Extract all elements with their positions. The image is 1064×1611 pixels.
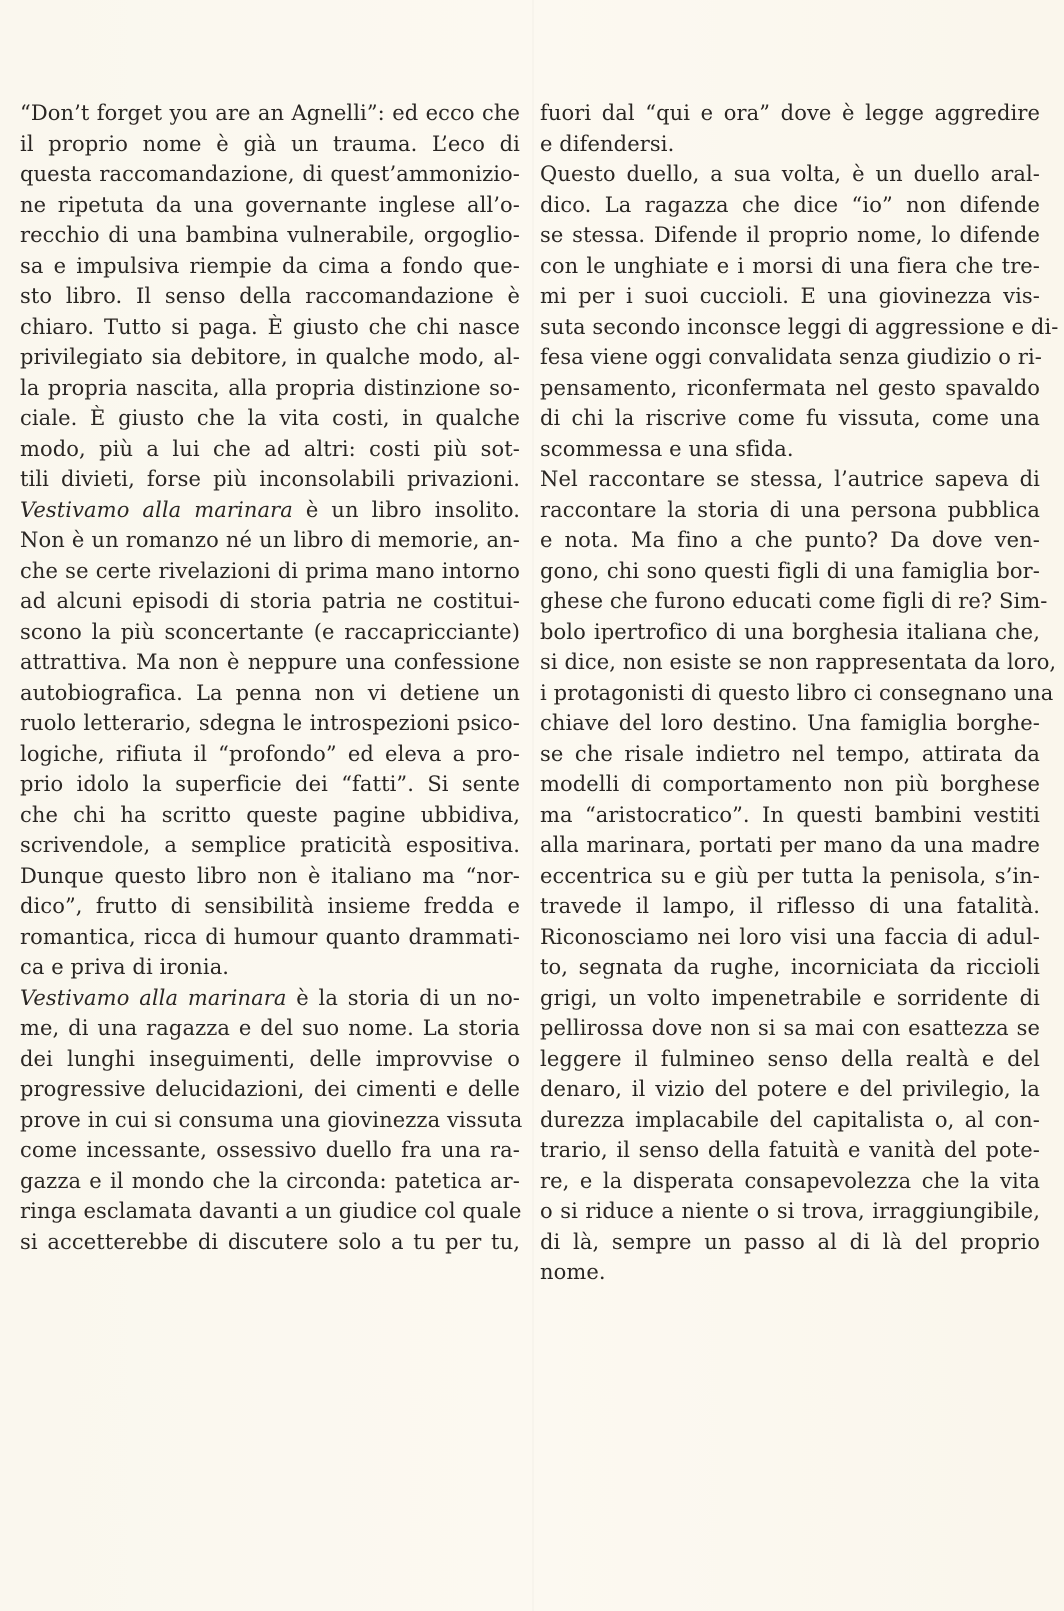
text-line: nome. bbox=[540, 1260, 606, 1284]
text-line: ad alcuni episodi di storia patria ne costitui- bbox=[20, 589, 520, 613]
paragraph-continued bbox=[540, 98, 1040, 159]
paragraph-5 bbox=[540, 464, 1057, 1288]
text-line: progressive delucidazioni, dei cimenti e delle bbox=[20, 1077, 520, 1101]
text-line: fesa viene oggi convalidata senza giudizio o ri- bbox=[540, 345, 1042, 369]
text-line: Non è un romanzo né un libro di memorie, an- bbox=[20, 528, 520, 552]
text-line: che se certe rivelazioni di prima mano intorno bbox=[20, 558, 520, 583]
text-line: me, di una ragazza e del suo nome. La storia bbox=[20, 1016, 520, 1040]
text-fragment: è la storia di un no- bbox=[286, 985, 521, 1010]
text-line: denaro, il vizio del potere e del privilegio, la bbox=[540, 1077, 1040, 1101]
text-line: dico”, frutto di sensibilità insieme fredda e bbox=[20, 894, 520, 918]
book-title: Vestivamo alla marinara bbox=[20, 497, 293, 522]
text-line: attrattiva. Ma non è neppure una confessione bbox=[20, 650, 520, 674]
text-line: bolo ipertrofico di una borghesia italiana che, bbox=[540, 619, 1040, 644]
text-line: chiave del loro destino. Una famiglia borghe- bbox=[540, 711, 1040, 735]
text-line: il proprio nome è già un trauma. L’eco di bbox=[20, 131, 520, 156]
paragraph-1 bbox=[20, 98, 520, 495]
text-line: romantica, ricca di humour quanto drammati- bbox=[20, 924, 520, 949]
text-line: ringa esclamata davanti a un giudice col quale bbox=[20, 1199, 522, 1223]
text-line: o si riduce a niente o si trova, irraggiungibile, bbox=[540, 1199, 1040, 1223]
text-line: e nota. Ma fino a che punto? Da dove ven- bbox=[540, 528, 1040, 552]
right-column bbox=[540, 98, 1059, 1288]
text-line: scrivendole, a semplice praticità espositiva. bbox=[20, 833, 520, 857]
text-line: e difendersi. bbox=[540, 131, 675, 156]
text-line: chiaro. Tutto si paga. È giusto che chi nasce bbox=[20, 314, 520, 339]
text-line: trario, il senso della fatuità e vanità del pote- bbox=[540, 1138, 1040, 1162]
text-line: gono, chi sono questi figli di una famiglia bor- bbox=[540, 558, 1040, 583]
text-line: pellirossa dove non si sa mai con esattezza se bbox=[540, 1016, 1040, 1040]
text-line: Questo duello, a sua volta, è un duello aral- bbox=[540, 162, 1040, 186]
text-line: i protagonisti di questo libro ci consegnano una bbox=[540, 680, 1054, 705]
text-line: privilegiato sia debitore, in qualche modo, al- bbox=[20, 345, 520, 369]
paragraph-2 bbox=[20, 495, 520, 983]
text-line: questa raccomandazione, di quest’ammonizio- bbox=[20, 162, 520, 186]
text-line: prio idolo la superficie dei “fatti”. Si sente bbox=[20, 772, 520, 796]
text-line: se stessa. Difende il proprio nome, lo difende bbox=[540, 223, 1040, 247]
text-line bbox=[20, 495, 520, 526]
text-line: ca e priva di ironia. bbox=[20, 955, 230, 979]
text-line: eccentrica su e giù per tutta la penisola, s’in- bbox=[540, 863, 1040, 888]
text-line: ma “aristocratico”. In questi bambini vestiti bbox=[540, 802, 1040, 827]
text-line: dico. La ragazza che dice “io” non difende bbox=[540, 192, 1040, 217]
text-line: logiche, rifiuta il “profondo” ed eleva a pro- bbox=[20, 741, 520, 766]
text-line: modelli di comportamento non più borghese bbox=[540, 772, 1040, 796]
text-line: con le unghiate e i morsi di una fiera che tre- bbox=[540, 253, 1040, 278]
text-line: che chi ha scritto queste pagine ubbidiva, bbox=[20, 802, 520, 827]
text-line: di là, sempre un passo al di là del proprio bbox=[540, 1229, 1040, 1254]
text-line: raccontare la storia di una persona pubblica bbox=[540, 497, 1040, 522]
text-line: Riconosciamo nei loro visi una faccia di adul- bbox=[540, 924, 1040, 949]
book-title: Vestivamo alla marinara bbox=[20, 985, 287, 1010]
left-column bbox=[20, 98, 523, 1257]
text-line: ghese che furono educati come figli di re? Sim- bbox=[540, 589, 1048, 613]
text-line: di chi la riscrive come fu vissuta, come una bbox=[540, 406, 1040, 430]
text-line: autobiografica. La penna non vi detiene un bbox=[20, 680, 520, 705]
text-line: scommessa e una sfida. bbox=[540, 436, 794, 461]
text-line: scono la più sconcertante (e raccapricciante) bbox=[20, 619, 520, 644]
page-fold bbox=[532, 0, 534, 1611]
text-fragment: è un libro insolito. bbox=[292, 497, 520, 522]
text-line: grigi, un volto impenetrabile e sorridente di bbox=[540, 985, 1040, 1010]
text-line: pensamento, riconfermata nel gesto spavaldo bbox=[540, 375, 1040, 400]
text-line: si dice, non esiste se non rappresentata da loro, bbox=[540, 650, 1057, 674]
text-line: prove in cui si consuma una giovinezza vissuta bbox=[20, 1107, 523, 1132]
text-line: “Don’t forget you are an Agnelli”: ed ecco che bbox=[20, 101, 520, 125]
text-line: se che risale indietro nel tempo, attirata da bbox=[540, 741, 1040, 766]
text-line: tili divieti, forse più inconsolabili privazioni. bbox=[20, 467, 520, 491]
text-line bbox=[20, 983, 520, 1014]
text-line: dei lunghi inseguimenti, delle improvvise o bbox=[20, 1046, 520, 1071]
text-line: mi per i suoi cuccioli. E una giovinezza vis- bbox=[540, 284, 1040, 308]
text-line: sa e impulsiva riempie da cima a fondo que- bbox=[20, 253, 520, 278]
text-line: travede il lampo, il riflesso di una fatalità. bbox=[540, 894, 1040, 918]
text-line: recchio di una bambina vulnerabile, orgoglio- bbox=[20, 223, 520, 247]
text-line: durezza implacabile del capitalista o, al con- bbox=[540, 1107, 1040, 1132]
text-line: sto libro. Il senso della raccomandazione è bbox=[20, 284, 520, 308]
text-line: come incessante, ossessivo duello fra una ra- bbox=[20, 1138, 520, 1162]
text-line: Nel raccontare se stessa, l’autrice sapeva di bbox=[540, 467, 1040, 491]
text-line: si accetterebbe di discutere solo a tu per tu, bbox=[20, 1229, 520, 1254]
text-line: leggere il fulmineo senso della realtà e del bbox=[540, 1046, 1040, 1071]
text-line: modo, più a lui che ad altri: costi più sot- bbox=[20, 436, 520, 461]
text-line: alla marinara, portati per mano da una madre bbox=[540, 833, 1040, 857]
text-line: Dunque questo libro non è italiano ma “nor- bbox=[20, 863, 520, 888]
text-line: re, e la disperata consapevolezza che la vita bbox=[540, 1168, 1040, 1193]
text-line: la propria nascita, alla propria distinzione so- bbox=[20, 375, 520, 400]
text-line: to, segnata da rughe, incorniciata da riccioli bbox=[540, 955, 1040, 979]
text-line: gazza e il mondo che la circonda: patetica ar- bbox=[20, 1168, 520, 1193]
text-line: ciale. È giusto che la vita costi, in qualche bbox=[20, 406, 520, 430]
paragraph-3 bbox=[20, 983, 523, 1258]
text-line: fuori dal “qui e ora” dove è legge aggredire bbox=[540, 101, 1040, 125]
text-line: ne ripetuta da una governante inglese all’o- bbox=[20, 192, 520, 217]
text-line: ruolo letterario, sdegna le introspezioni psico- bbox=[20, 711, 520, 735]
text-line: suta secondo inconsce leggi di aggressione e di- bbox=[540, 314, 1059, 339]
paragraph-4 bbox=[540, 159, 1059, 464]
